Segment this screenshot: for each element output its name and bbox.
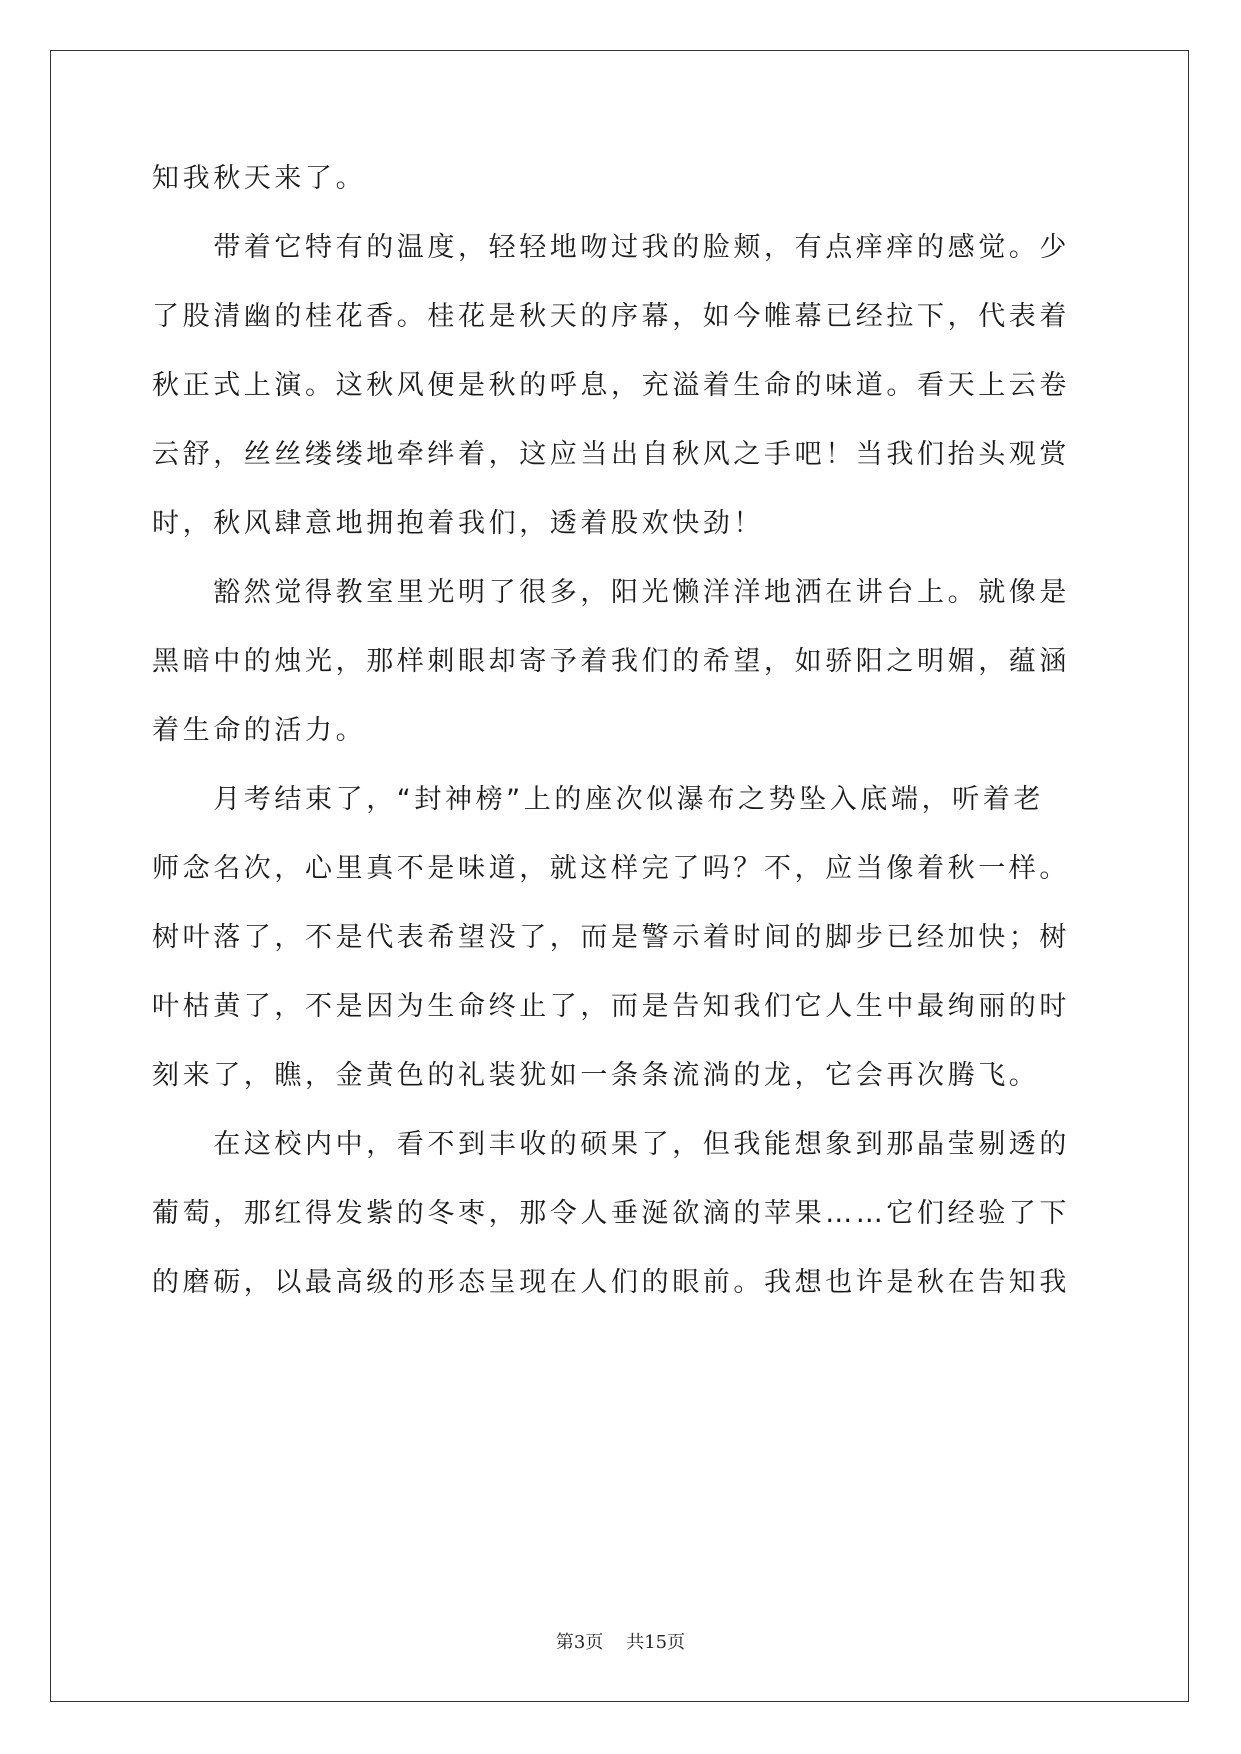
- page-number-total: 共15页: [626, 1632, 686, 1653]
- body-text-line: 的磨砺，以最高级的形态呈现在人们的眼前。我想也许是秋在告知我: [152, 1267, 1070, 1298]
- page-footer: [0, 1628, 1241, 1654]
- body-text-line: 着生命的活力。: [152, 715, 367, 746]
- body-text-line: 叶枯黄了，不是因为生命终止了，而是告知我们它人生中最绚丽的时: [152, 991, 1070, 1022]
- body-text-line: 师念名次，心里真不是味道，就这样完了吗？不，应当像着秋一样。: [152, 853, 1070, 884]
- body-text-line: 了股清幽的桂花香。桂花是秋天的序幕，如今帷幕已经拉下，代表着: [152, 301, 1070, 332]
- body-text-line: 云舒，丝丝缕缕地牵绊着，这应当出自秋风之手吧！当我们抬头观赏: [152, 439, 1070, 470]
- body-text-line: 在这校内中，看不到丰收的硕果了，但我能想象到那晶莹剔透的: [152, 1129, 1070, 1160]
- page-number-current: 第3页: [555, 1632, 604, 1653]
- body-text-line: 黑暗中的烛光，那样刺眼却寄予着我们的希望，如骄阳之明媚，蕴涵: [152, 646, 1070, 677]
- body-text-line: 刻来了，瞧，金黄色的礼装犹如一条条流淌的龙，它会再次腾飞。: [152, 1060, 1040, 1091]
- body-text-line: 秋正式上演。这秋风便是秋的呼息，充溢着生命的味道。看天上云卷: [152, 370, 1070, 401]
- body-text-line: 树叶落了，不是代表希望没了，而是警示着时间的脚步已经加快；树: [152, 922, 1070, 953]
- body-text-line: 豁然觉得教室里光明了很多，阳光懒洋洋地洒在讲台上。就像是: [152, 577, 1070, 608]
- body-text-line: 葡萄，那红得发紫的冬枣，那令人垂涎欲滴的苹果……它们经验了下: [152, 1198, 1070, 1229]
- body-text-line: 知我秋天来了。: [152, 163, 367, 194]
- body-text-line: 月考结束了，“封神榜”上的座次似瀑布之势坠入底端，听着老: [152, 784, 1044, 815]
- body-text-line: 时，秋风肆意地拥抱着我们，透着股欢快劲！: [152, 508, 764, 539]
- body-text-line: 带着它特有的温度，轻轻地吻过我的脸颊，有点痒痒的感觉。少: [152, 232, 1070, 263]
